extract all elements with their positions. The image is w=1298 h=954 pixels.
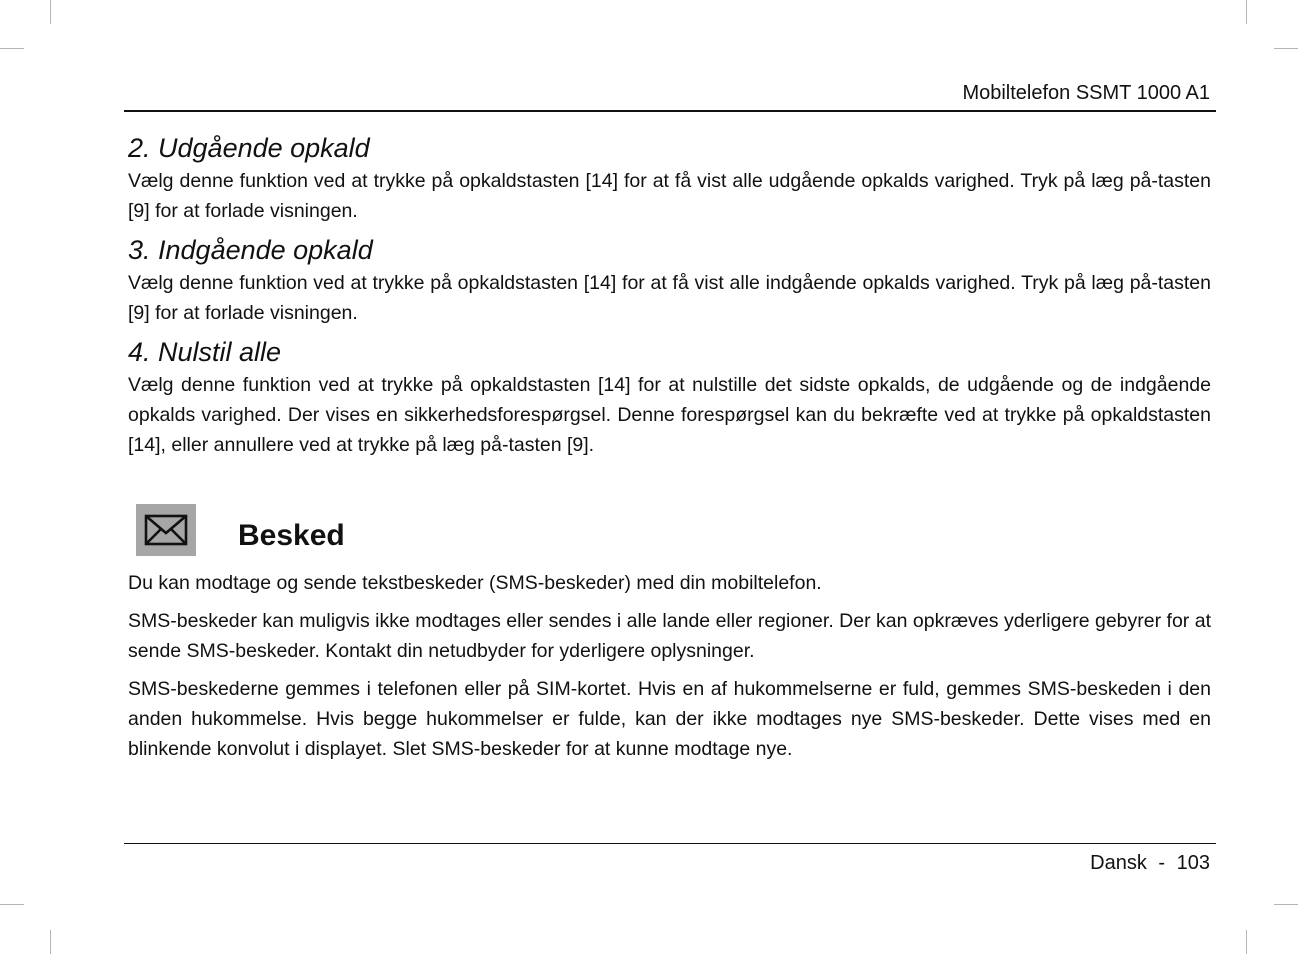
crop-mark [1246,930,1247,954]
crop-mark [1274,48,1298,49]
page-number: 103 [1176,852,1210,874]
section-paragraph: Vælg denne funktion ved at trykke på opkaldstasten [14] for at få vist alle indgående opkalds varighed. Tryk på læg på-tasten [9] for at forlade visningen. [128,272,1211,324]
besked-heading-row [128,502,1211,558]
besked-title: Besked [238,519,345,552]
besked-paragraph: Du kan modtage og sende tekstbeskeder (SMS-beskeder) med din mobiltelefon. [128,572,822,594]
footer-separator: - [1158,852,1166,874]
besked-paragraph: SMS-beskederne gemmes i telefonen eller på SIM-kortet. Hvis en af hukommelserne er fuld, gemmes SMS-beskeden i den anden hukommelse. Hvis begge hukommelser er fulde, kan der ikke modtages nye SMS-beskeder. Dette vises med en blinkende konvolut i displayet. Slet SMS-beskeder for at kunne modtage nye. [128,678,1211,760]
envelope-icon [136,504,196,556]
section-paragraph: Vælg denne funktion ved at trykke på opkaldstasten [14] for at nulstille det sidste opkalds, de udgående og de indgående opkalds varighed. Der vises en sikkerhedsforespørgsel. Denne forespørgsel kan du bekræfte ved at trykke på opkaldstasten [14], eller annullere ved at trykke på læg på-tasten [9]. [128,374,1211,456]
footer-rule [124,843,1216,844]
footer-language: Dansk [1090,852,1147,874]
section-heading: 4. Nulstil alle [128,337,282,367]
crop-mark [50,930,51,954]
running-header: Mobiltelefon SSMT 1000 A1 [962,82,1210,104]
crop-mark [0,904,24,905]
section-paragraph: Vælg denne funktion ved at trykke på opkaldstasten [14] for at få vist alle udgående opkalds varighed. Tryk på læg på-tasten [9] for at forlade visningen. [128,170,1211,222]
page-content [128,130,1211,764]
section-heading: 2. Udgående opkald [128,133,370,163]
crop-mark [50,0,51,24]
header-rule [124,110,1216,112]
crop-mark [1274,904,1298,905]
section-heading: 3. Indgående opkald [128,235,373,265]
crop-mark [1246,0,1247,24]
besked-paragraph: SMS-beskeder kan muligvis ikke modtages eller sendes i alle lande eller regioner. Der kan opkræves yderligere gebyrer for at sende SMS-beskeder. Kontakt din netudbyder for yderligere oplysninger. [128,610,1211,662]
page-footer [1090,852,1210,875]
crop-mark [0,48,24,49]
